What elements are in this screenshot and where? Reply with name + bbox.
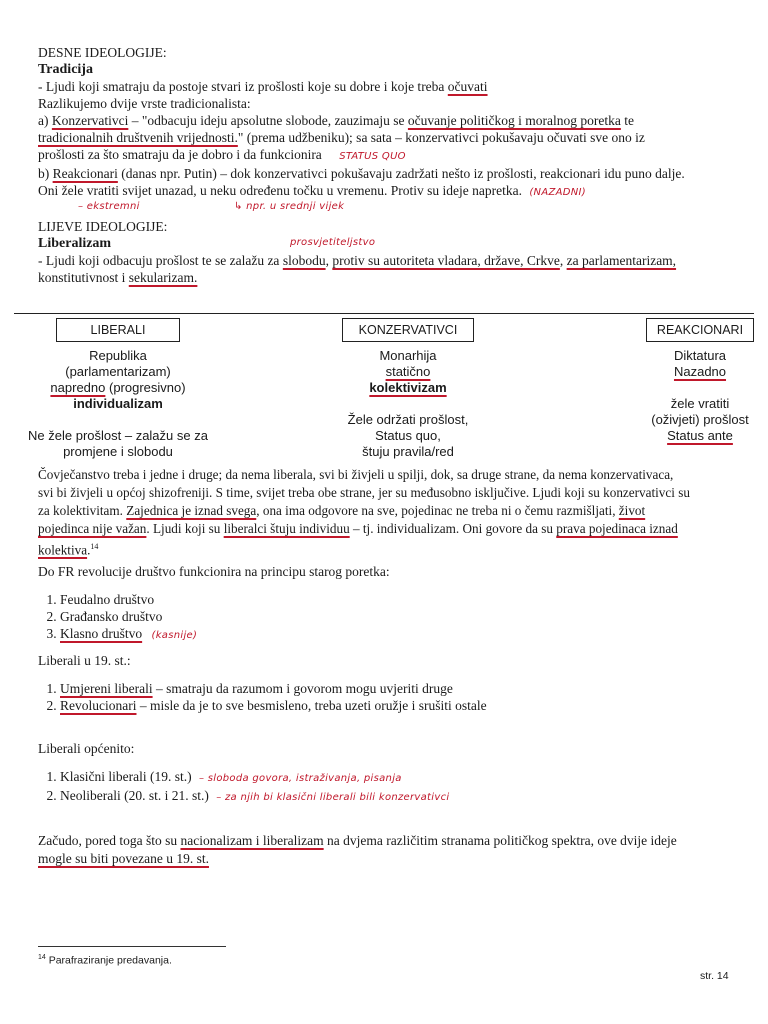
liberalizam-line2: konstitutivnost i sekularizam. xyxy=(38,270,198,285)
status-quo-note: STATUS QUO xyxy=(339,151,406,162)
liberalizam-line1: - Ljudi koji odbacuju prošlost te se zalažu za slobodu, protiv su autoriteta vladara, države, Crkve, za parlamentarizam, xyxy=(38,253,677,268)
section-divider xyxy=(14,313,754,314)
list-item: 1. Umjereni liberali – smatraju da razumom i govorom mogu uvjeriti druge xyxy=(60,680,738,697)
footnote-ref: 14 xyxy=(90,542,99,551)
srednji-vijek-note: ↳ npr. u srednji vijek xyxy=(234,201,345,212)
liberalizam-title: Liberalizam prosvjetiteljstvo xyxy=(38,236,376,251)
list-item: 2. Građansko društvo xyxy=(60,608,738,625)
lijeve-heading: LIJEVE IDEOLOGIJE: xyxy=(38,219,168,234)
closing-paragraph: Začudo, pored toga što su nacionalizam i liberalizam na dvjema različitim stranama političkog spektra, ove dvije ideje mogle su biti povezane u 19. st. xyxy=(38,833,677,866)
list-item: 2. Revolucionari – misle da je to sve besmisleno, treba uzeti oružje i srušiti ostale xyxy=(60,697,738,714)
item-a-line2: tradicionalnih društvenih vrijednosti." (prema udžbeniku); sa sata – konzervativci pokušavaju očuvati sve ono iz xyxy=(38,130,645,145)
footnote-rule xyxy=(38,946,226,947)
liberali-opcenito-section: Liberali općenito: 1. Klasični liberali (19. st.) – sloboda govora, istraživanja, pisanja 2. Neoliberali (20. st. i 21. st.) – za njih bi klasični liberali bili konzervativci xyxy=(38,740,758,806)
paragraph-human-society: Čovječanstvo treba i jedne i druge; da nema liberala, svi bi živjeli u spilji, dok, sa druge strane, da nema konzervativaca, svi bi živjeli u općoj shizofreniji. S time, svijet treba obe strane, jer su međusobno isključive. Ljudi koji su konzervativci su za kolektivitam. Zajednica je iznad svega, ona ima odgovore na sve, pojedinac ne treba ni o čemu razmišljati, život pojedinca nije važan. Ljudi koji su liberalci štuju individuu – tj. individualizam. Oni govore da su prava pojedinaca iznad kolektiva.$^{14}$ xyxy=(38,467,690,558)
tradicija-title: Tradicija xyxy=(38,62,93,77)
item-b-notes xyxy=(38,201,738,216)
list-item: 1. Feudalno društvo xyxy=(60,591,738,608)
prosvjetiteljstvo-note: prosvjetiteljstvo xyxy=(290,237,376,248)
list-item: 2. Neoliberali (20. st. i 21. st.) – za njih bi klasični liberali bili konzervativci xyxy=(60,787,758,806)
desne-heading: DESNE IDEOLOGIJE: xyxy=(38,45,167,60)
razlikujemo-line: Razlikujemo dvije vrste tradicionalista: xyxy=(38,96,251,111)
tradicija-line: - Ljudi koji smatraju da postoje stvari iz prošlosti koje su dobre i koje treba očuvati xyxy=(38,79,488,94)
list-item: 3. Klasno društvo (kasnije) xyxy=(60,625,738,644)
neoliberali-note: – za njih bi klasični liberali bili konzervativci xyxy=(216,792,450,803)
ekstremni-note: – ekstremni xyxy=(78,201,140,212)
column-reakcionari: REAKCIONARI Diktatura Nazadno žele vratiti (oživjeti) prošlost Status ante xyxy=(640,318,760,444)
nazadni-note: (NAZADNI) xyxy=(529,187,587,198)
page-number: str. 14 xyxy=(700,970,729,982)
item-a-line1: a) Konzervativci – "odbacuju ideju apsolutne slobode, zauzimaju se očuvanje političkog i moralnog poretka te xyxy=(38,113,634,128)
kasnije-note: (kasnije) xyxy=(151,630,198,641)
item-b-line1: b) Reakcionari (danas npr. Putin) – dok konzervativci pokušavaju zadržati nešto iz prošlosti, reakcionari idu puno dalje. xyxy=(38,166,685,181)
fr-list xyxy=(38,591,738,644)
fr-section: Do FR revolucije društvo funkcionira na principu starog poretka: 1. Feudalno društvo 2. Građansko društvo 3. Klasno društvo (kasnije) xyxy=(38,563,738,644)
item-a-line3: prošlosti za što smatraju da je dobro i da funkcionira STATUS QUO xyxy=(38,147,406,162)
liberali-19-list xyxy=(38,680,738,714)
footnote: $^{14}$ Parafraziranje predavanja. xyxy=(38,954,172,967)
liberali-opcenito-list xyxy=(38,768,758,806)
item-b-line2: Oni žele vratiti svijet unazad, u neku određenu točku u vremenu. Protiv su ideje napretka. (NAZADNI) xyxy=(38,183,587,198)
top-section xyxy=(38,44,738,286)
konzervativci-box: KONZERVATIVCI xyxy=(342,318,474,342)
column-liberali: LIBERALI Republika (parlamentarizam) napredno (progresivno) individualizam Ne žele prošlost – zalažu se za promjene i slobodu xyxy=(20,318,216,460)
liberali-box: LIBERALI xyxy=(56,318,180,342)
column-konzervativci: KONZERVATIVCI Monarhija statično kolektivizam Žele održati prošlost, Status quo, štuju pravila/red xyxy=(320,318,496,460)
list-item: 1. Klasični liberali (19. st.) – sloboda govora, istraživanja, pisanja xyxy=(60,768,758,787)
klasicni-note: – sloboda govora, istraživanja, pisanja xyxy=(198,773,402,784)
reakcionari-box: REAKCIONARI xyxy=(646,318,754,342)
liberali-19-section: Liberali u 19. st.: 1. Umjereni liberali – smatraju da razumom i govorom mogu uvjeriti druge 2. Revolucionari – misle da je to sve besmisleno, treba uzeti oružje i srušiti ostale xyxy=(38,652,738,714)
